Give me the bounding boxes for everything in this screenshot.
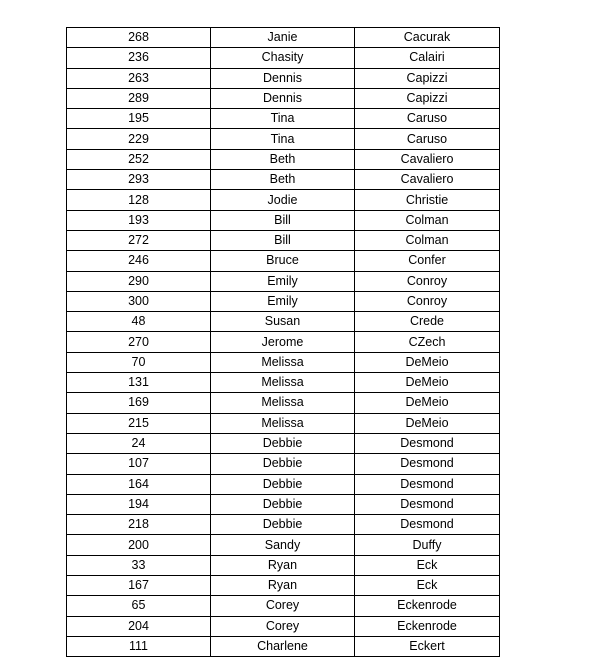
first-name-cell: Beth xyxy=(211,149,355,169)
first-name-cell: Debbie xyxy=(211,474,355,494)
last-name-cell: Conroy xyxy=(355,291,500,311)
table-row xyxy=(67,68,500,88)
id-cell: 65 xyxy=(67,596,211,616)
table-row xyxy=(67,109,500,129)
last-name-cell: DeMeio xyxy=(355,352,500,372)
name-table-body xyxy=(67,28,500,657)
last-name-cell: Desmond xyxy=(355,474,500,494)
last-name-cell: Duffy xyxy=(355,535,500,555)
first-name-cell: Debbie xyxy=(211,494,355,514)
table-row xyxy=(67,636,500,656)
first-name-cell: Corey xyxy=(211,596,355,616)
last-name-cell: Eck xyxy=(355,555,500,575)
id-cell: 229 xyxy=(67,129,211,149)
table-row xyxy=(67,596,500,616)
first-name-cell: Susan xyxy=(211,312,355,332)
table-row xyxy=(67,88,500,108)
id-cell: 218 xyxy=(67,515,211,535)
id-cell: 200 xyxy=(67,535,211,555)
first-name-cell: Sandy xyxy=(211,535,355,555)
last-name-cell: Capizzi xyxy=(355,68,500,88)
last-name-cell: Cavaliero xyxy=(355,149,500,169)
id-cell: 167 xyxy=(67,576,211,596)
id-cell: 128 xyxy=(67,190,211,210)
id-cell: 270 xyxy=(67,332,211,352)
first-name-cell: Dennis xyxy=(211,68,355,88)
last-name-cell: Desmond xyxy=(355,515,500,535)
table-row xyxy=(67,535,500,555)
table-row xyxy=(67,433,500,453)
first-name-cell: Bruce xyxy=(211,251,355,271)
first-name-cell: Ryan xyxy=(211,576,355,596)
id-cell: 252 xyxy=(67,149,211,169)
first-name-cell: Bill xyxy=(211,210,355,230)
first-name-cell: Debbie xyxy=(211,515,355,535)
id-cell: 236 xyxy=(67,48,211,68)
id-cell: 300 xyxy=(67,291,211,311)
first-name-cell: Emily xyxy=(211,271,355,291)
id-cell: 48 xyxy=(67,312,211,332)
last-name-cell: DeMeio xyxy=(355,373,500,393)
id-cell: 107 xyxy=(67,454,211,474)
table-row xyxy=(67,28,500,48)
id-cell: 164 xyxy=(67,474,211,494)
last-name-cell: Eckenrode xyxy=(355,616,500,636)
last-name-cell: Desmond xyxy=(355,494,500,514)
id-cell: 290 xyxy=(67,271,211,291)
first-name-cell: Ryan xyxy=(211,555,355,575)
id-cell: 293 xyxy=(67,170,211,190)
last-name-cell: Conroy xyxy=(355,271,500,291)
last-name-cell: Cacurak xyxy=(355,28,500,48)
table-row xyxy=(67,251,500,271)
id-cell: 263 xyxy=(67,68,211,88)
table-row xyxy=(67,210,500,230)
id-cell: 111 xyxy=(67,636,211,656)
last-name-cell: Crede xyxy=(355,312,500,332)
table-row xyxy=(67,230,500,250)
last-name-cell: Desmond xyxy=(355,454,500,474)
id-cell: 268 xyxy=(67,28,211,48)
last-name-cell: Eck xyxy=(355,576,500,596)
first-name-cell: Melissa xyxy=(211,352,355,372)
last-name-cell: Eckenrode xyxy=(355,596,500,616)
table-row xyxy=(67,332,500,352)
id-cell: 24 xyxy=(67,433,211,453)
id-cell: 246 xyxy=(67,251,211,271)
id-cell: 194 xyxy=(67,494,211,514)
table-row xyxy=(67,515,500,535)
last-name-cell: DeMeio xyxy=(355,393,500,413)
first-name-cell: Chasity xyxy=(211,48,355,68)
id-cell: 131 xyxy=(67,373,211,393)
last-name-cell: Calairi xyxy=(355,48,500,68)
last-name-cell: Caruso xyxy=(355,109,500,129)
last-name-cell: Cavaliero xyxy=(355,170,500,190)
first-name-cell: Charlene xyxy=(211,636,355,656)
table-row xyxy=(67,555,500,575)
table-row xyxy=(67,149,500,169)
table-row xyxy=(67,312,500,332)
id-cell: 204 xyxy=(67,616,211,636)
id-cell: 169 xyxy=(67,393,211,413)
first-name-cell: Jerome xyxy=(211,332,355,352)
table-row xyxy=(67,352,500,372)
id-cell: 272 xyxy=(67,230,211,250)
first-name-cell: Bill xyxy=(211,230,355,250)
table-row xyxy=(67,48,500,68)
table-row xyxy=(67,170,500,190)
table-row xyxy=(67,271,500,291)
last-name-cell: Caruso xyxy=(355,129,500,149)
name-table xyxy=(66,27,500,657)
table-row xyxy=(67,129,500,149)
last-name-cell: Christie xyxy=(355,190,500,210)
first-name-cell: Corey xyxy=(211,616,355,636)
table-row xyxy=(67,190,500,210)
id-cell: 193 xyxy=(67,210,211,230)
table-row xyxy=(67,576,500,596)
first-name-cell: Debbie xyxy=(211,454,355,474)
first-name-cell: Janie xyxy=(211,28,355,48)
first-name-cell: Jodie xyxy=(211,190,355,210)
table-row xyxy=(67,413,500,433)
table-row xyxy=(67,373,500,393)
last-name-cell: CZech xyxy=(355,332,500,352)
first-name-cell: Tina xyxy=(211,109,355,129)
table-row xyxy=(67,494,500,514)
table-row xyxy=(67,454,500,474)
last-name-cell: Confer xyxy=(355,251,500,271)
first-name-cell: Beth xyxy=(211,170,355,190)
first-name-cell: Tina xyxy=(211,129,355,149)
last-name-cell: Eckert xyxy=(355,636,500,656)
table-row xyxy=(67,474,500,494)
first-name-cell: Debbie xyxy=(211,433,355,453)
first-name-cell: Melissa xyxy=(211,373,355,393)
table-row xyxy=(67,393,500,413)
id-cell: 70 xyxy=(67,352,211,372)
last-name-cell: Colman xyxy=(355,230,500,250)
table-row xyxy=(67,616,500,636)
last-name-cell: DeMeio xyxy=(355,413,500,433)
first-name-cell: Melissa xyxy=(211,393,355,413)
id-cell: 195 xyxy=(67,109,211,129)
last-name-cell: Capizzi xyxy=(355,88,500,108)
id-cell: 289 xyxy=(67,88,211,108)
table-row xyxy=(67,291,500,311)
last-name-cell: Desmond xyxy=(355,433,500,453)
last-name-cell: Colman xyxy=(355,210,500,230)
first-name-cell: Emily xyxy=(211,291,355,311)
first-name-cell: Dennis xyxy=(211,88,355,108)
first-name-cell: Melissa xyxy=(211,413,355,433)
id-cell: 215 xyxy=(67,413,211,433)
id-cell: 33 xyxy=(67,555,211,575)
